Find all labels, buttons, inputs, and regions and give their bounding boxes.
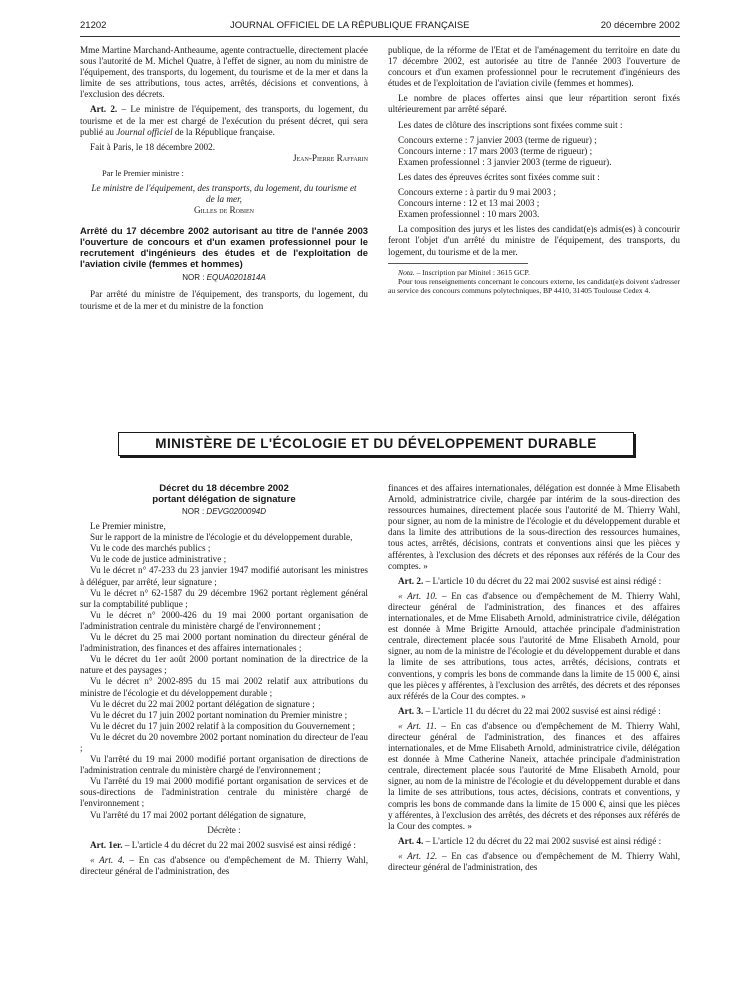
article-paragraph [388, 576, 680, 587]
article-label: « Art. 11. [398, 720, 437, 731]
paragraph: La composition des jurys et les listes des candidat(e)s admis(es) à concourir feront l'objet d'un arrêté du ministre de l'équipement, des transports, du logement, du tourisme et de la mer. [388, 224, 680, 257]
article-paragraph [388, 851, 680, 873]
article-label: Art. 4. [398, 835, 424, 846]
article-paragraph [388, 721, 680, 832]
article-text: – Le ministre de l'équipement, des transports, du logement, du tourisme et de la mer est chargé de l'exécution du présent décret, qui sera publié au [80, 104, 368, 137]
decrete-line: Décrète : [207, 824, 241, 835]
article-text-end: de la République française. [172, 126, 275, 137]
visa: Le Premier ministre, [90, 521, 166, 532]
visa: Vu le décret n° 2000-426 du 19 mai 2000 portant organisation de l'administration centrale du ministère chargé de l'environnement ; [80, 609, 368, 631]
bottom-left-column [80, 483, 368, 877]
visa: Vu le décret du 17 juin 2002 relatif à la composition du Gouvernement ; [90, 720, 356, 731]
article-paragraph [388, 591, 680, 702]
nor-code: EQUA0201814A [206, 273, 266, 283]
paragraph: finances et des affaires internationales, délégation est donnée à Mme Elisabeth Arnold, administratrice civile, chargée par intérim de la sous-direction des ressources humaines, directement placée sous l'autorité de M. Thierry Wahl, pour signer, au nom de la ministre de l'écologie et du développement durable et dans la limite des attributions de la sous-direction des ressources humaines, tous actes, arrêtés, décisions, contrats et conventions ainsi que les pièces y afférentes, à l'exclusion des décrets et des réponses aux référés de la Cour des comptes. » [388, 483, 680, 571]
journal-title: JOURNAL OFFICIEL DE LA RÉPUBLIQUE FRANÇAISE [230, 20, 470, 31]
issue-date: 20 décembre 2002 [600, 20, 680, 31]
article-text: – En cas d'absence ou d'empêchement de M. Thierry Wahl, directeur général de l'administration, des [388, 850, 680, 872]
nota-text: – Inscription par Minitel : 3615 GCP. [414, 267, 530, 277]
visa: Vu le décret n° 47-233 du 23 janvier 1947 modifié autorisant les ministres à déléguer, par arrêté, leur signature ; [80, 565, 368, 587]
fait-line: Fait à Paris, le 18 décembre 2002. [90, 141, 216, 152]
nota-line [388, 268, 680, 277]
nor-line [80, 506, 368, 517]
decret-subtitle: portant délégation de signature [152, 494, 296, 505]
nor-label: NOR : [181, 507, 207, 516]
article-text: – L'article 4 du décret du 22 mai 2002 susvisé est ainsi rédigé : [122, 839, 356, 850]
visa: Vu l'arrêté du 17 mai 2002 portant délégation de signature, [90, 809, 306, 820]
page-number: 21202 [80, 20, 107, 31]
separator [388, 263, 528, 264]
par-line: Par le Premier ministre : [102, 168, 184, 178]
paragraph: publique, de la réforme de l'Etat et de l'aménagement du territoire en date du 17 décembre 2002, est autorisée au titre de l'année 2003 l'ouverture de concours et d'un examen professionnel pour le recrutement d'ingénieurs des études et de l'exploitation de l'aviation civile (femmes et hommes). [388, 45, 680, 89]
article-text: – En cas d'absence ou d'empêchement de M. Thierry Wahl, directeur général de l'administration, des finances et des affaires internationales, et de Mme Elisabeth Arnold, administratrice civile, délégation est donnée à Mme Brigitte Arnould, attachée principale d'administration centrale, directement placée sous l'autorité de Mme Elisabeth Arnold, pour signer, au nom de la ministre de l'écologie et du développement durable et dans la limite de ses attributions, tous actes, arrêtés, décisions, contrats et conventions, y compris les bons de commande dans la limite de 15 000 €, ainsi que les pièces y afférentes, à l'exclusion des arrêtés, des décrets et des réponses aux référés de la Cour des comptes. » [388, 590, 680, 701]
decret-title: Décret du 18 décembre 2002 [159, 483, 289, 494]
visa: Vu l'arrêté du 19 mai 2000 modifié portant organisation de services et de sous-directions de l'administration centrale du ministère chargé de l'environnement ; [80, 776, 368, 809]
visa: Vu le code de justice administrative ; [90, 554, 227, 565]
list-item: Concours interne : 17 mars 2003 (terme de rigueur) ; [398, 145, 593, 156]
visa: Vu l'arrêté du 19 mai 2000 modifié portant organisation de directions de l'administration centrale du ministère chargé de l'environnement ; [80, 754, 368, 776]
ministry-banner: MINISTÈRE DE L'ÉCOLOGIE ET DU DÉVELOPPEMENT DURABLE [118, 432, 634, 456]
paragraph: Le nombre de places offertes ainsi que leur répartition seront fixés ultérieurement par arrêté séparé. [388, 93, 680, 115]
visa: Vu le décret du 20 novembre 2002 portant nomination du directeur de l'eau ; [80, 731, 368, 753]
article-label: « Art. 4. [90, 854, 125, 865]
journal-name: Journal officiel [116, 126, 173, 137]
article-text: – En cas d'absence ou d'empêchement de M. Thierry Wahl, directeur général de l'administration, des finances et des affaires internationales, et de Mme Elisabeth Arnold, administratrice civile, délégation est donnée à Mme Catherine Naneix, attachée principale d'administration centrale, directement placée sous l'autorité de Mme Elisabeth Arnold, pour signer, au nom de la ministre de l'écologie et du développement durable et dans la limite de ses attributions, tous actes, décisions, contrats et conventions, y compris les bons de commande dans la limite de 15 000 €, ainsi que les pièces y afférentes, à l'exclusion des arrêtés, des décrets et des réponses aux référés de la Cour des comptes. » [388, 720, 680, 831]
nota-paragraph: Pour tous renseignements concernant le concours externe, les candidat(e)s doivent s'adresser au service des concours communs polytechniques, BP 4410, 31405 Toulouse Cedex 4. [388, 276, 680, 296]
article-text: – L'article 11 du décret du 22 mai 2002 susvisé est ainsi rédigé : [423, 705, 661, 716]
article-label: Art. 1er. [90, 839, 123, 850]
list-item: Examen professionnel : 3 janvier 2003 (terme de rigueur). [398, 156, 612, 167]
visa: Vu le décret n° 62-1587 du 29 décembre 1962 portant règlement général sur la comptabilité publique ; [80, 587, 368, 609]
list-item: Concours externe : à partir du 9 mai 2003 ; [398, 187, 556, 198]
header-rule [80, 36, 680, 37]
signature-pm: Jean-Pierre Raffarin [292, 152, 368, 163]
nor-code: DEVG0200094D [206, 507, 267, 516]
article-paragraph [388, 836, 680, 847]
paragraph: Par arrêté du ministre de l'équipement, des transports, du logement, du tourisme et de la mer et du ministre de la fonction [80, 289, 368, 311]
article-paragraph [80, 855, 368, 877]
visa: Vu le décret n° 2002-895 du 15 mai 2002 relatif aux attributions du ministre de l'écologie et du développement durable ; [80, 676, 368, 698]
article-label: Art. 3. [398, 705, 424, 716]
visa: Vu le décret du 17 juin 2002 portant nomination du Premier ministre ; [90, 709, 348, 720]
paragraph: Mme Martine Marchand-Antheaume, agente contractuelle, directement placée sous l'autorité de M. Michel Quatre, à l'effet de signer, au nom du ministre de l'équipement, des transports, du logement, du tourisme et de la mer et dans la limite de ses attributions, tous actes, arrêtés, décisions et conventions, à l'exclusion des décrets. [80, 45, 368, 100]
article-paragraph [388, 706, 680, 717]
visa: Sur le rapport de la ministre de l'écologie et du développement durable, [90, 532, 353, 543]
article-label: Art. 2. [398, 575, 424, 586]
page-header [80, 20, 680, 34]
article-text: – En cas d'absence ou d'empêchement de M. Thierry Wahl, directeur général de l'administration, des [80, 854, 368, 876]
article-label: Art. 2. [90, 104, 118, 115]
list-item: Concours interne : 12 et 13 mai 2003 ; [398, 198, 540, 209]
bottom-right-column [388, 483, 680, 873]
paragraph: Les dates de clôture des inscriptions sont fixées comme suit : [398, 119, 623, 130]
visa: Vu le décret du 25 mai 2000 portant nomination du directeur général de l'administration, des finances et des affaires internationales ; [80, 632, 368, 654]
nota-label: Nota. [398, 267, 415, 277]
visa: Vu le code des marchés publics ; [90, 543, 211, 554]
nor-label: NOR : [182, 273, 207, 283]
arrete-title: Arrêté du 17 décembre 2002 autorisant au titre de l'année 2003 l'ouverture de concours et d'un examen professionnel pour le recrutement d'ingénieurs des études et de l'exploitation de l'aviation civile (femmes et hommes) [80, 225, 368, 270]
article-paragraph [80, 104, 368, 137]
nor-line [80, 272, 368, 283]
list-item: Concours externe : 7 janvier 2003 (terme de rigueur) ; [398, 134, 597, 145]
paragraph: Les dates des épreuves écrites sont fixées comme suit : [398, 171, 600, 182]
article-paragraph [80, 840, 368, 851]
minister-name: Gilles de Robien [193, 205, 255, 216]
minister-role: Le ministre de l'équipement, des transports, du logement, du tourisme et de la mer, [91, 183, 357, 205]
article-text: – L'article 10 du décret du 22 mai 2002 susvisé est ainsi rédigé : [423, 575, 662, 586]
article-label: « Art. 12. [398, 850, 438, 861]
article-label: « Art. 10. [398, 590, 438, 601]
top-left-column [80, 45, 368, 312]
visa: Vu le décret du 22 mai 2002 portant délégation de signature ; [90, 698, 315, 709]
top-right-column [388, 45, 680, 295]
list-item: Examen professionnel : 10 mars 2003. [398, 209, 540, 220]
visa: Vu le décret du 1er août 2000 portant nomination de la directrice de la nature et des paysages ; [80, 654, 368, 676]
article-text: – L'article 12 du décret du 22 mai 2002 susvisé est ainsi rédigé : [423, 835, 662, 846]
